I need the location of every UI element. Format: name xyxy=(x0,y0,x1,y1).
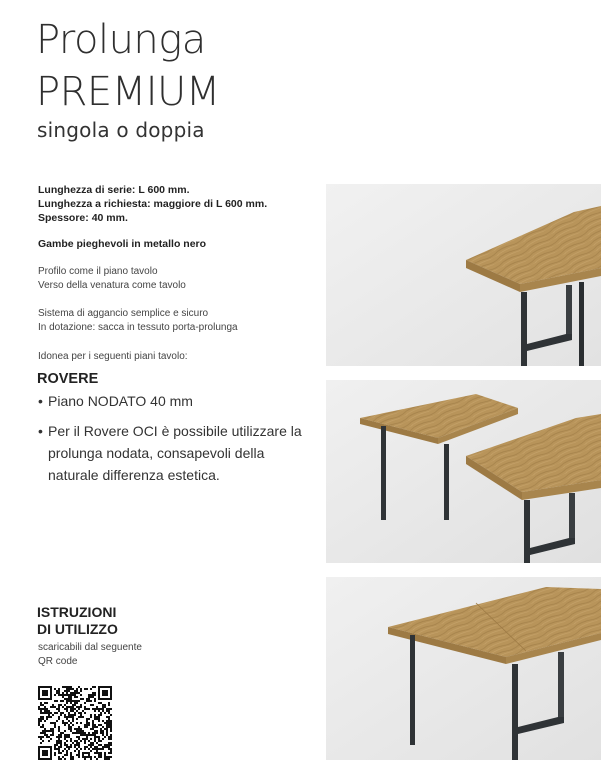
specs-block xyxy=(38,183,267,225)
spec-thickness: Spessore: 40 mm. xyxy=(38,212,128,224)
title-line-2: PREMIUM xyxy=(36,69,220,115)
coupling-info xyxy=(38,307,238,335)
instructions-heading-line-1: ISTRUZIONI xyxy=(37,604,117,620)
profile-info xyxy=(38,265,186,293)
profile-line: Profilo come il piano tavolo xyxy=(38,266,158,277)
rovere-heading: ROVERE xyxy=(37,371,99,387)
spec-standard-length: Lunghezza di serie: L 600 mm. xyxy=(38,184,190,196)
instructions-sub-line-2: QR code xyxy=(38,656,78,667)
bag-line: In dotazione: sacca in tessuto porta-prolunga xyxy=(38,322,238,333)
page-subtitle: singola o doppia xyxy=(37,118,205,142)
spec-legs: Gambe pieghevoli in metallo nero xyxy=(38,238,207,250)
qr-code[interactable] xyxy=(38,686,112,760)
list-item: • Per il Rovere OCI è possibile utilizzare la prolunga nodata, consapevoli della naturale differenza estetica. xyxy=(38,420,308,486)
product-photo-extended-table xyxy=(326,577,601,760)
coupling-line: Sistema di aggancio semplice e sicuro xyxy=(38,308,209,319)
title-line-1: Prolunga xyxy=(36,17,206,63)
instructions-subtitle xyxy=(38,641,142,669)
list-item: • Piano NODATO 40 mm xyxy=(38,390,308,412)
page-title xyxy=(36,14,220,118)
spec-custom-length: Lunghezza a richiesta: maggiore di L 600 mm. xyxy=(38,198,268,210)
product-photo-table-corner xyxy=(326,184,601,366)
product-photo-extension xyxy=(326,380,601,563)
suitable-tables-intro: Idonea per i seguenti piani tavolo: xyxy=(38,351,188,362)
instructions-sub-line-1: scaricabili dal seguente xyxy=(38,642,142,653)
instructions-heading-line-2: DI UTILIZZO xyxy=(37,621,118,637)
grain-line: Verso della venatura come tavolo xyxy=(38,280,186,291)
instructions-heading xyxy=(37,604,118,638)
rovere-list xyxy=(38,390,308,494)
